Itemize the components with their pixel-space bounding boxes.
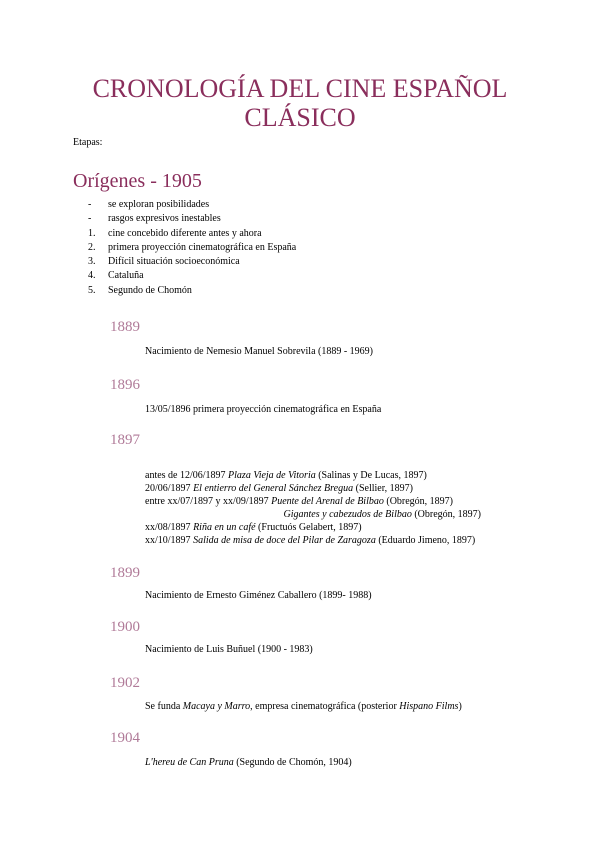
entry-text: , empresa cinematográfica (posterior [250,701,400,712]
year-heading-1899: 1899 [110,565,140,581]
list-marker: 1. [88,227,96,239]
stage-list [88,198,296,298]
list-text: Segundo de Chomón [108,284,192,296]
film-line [145,495,481,508]
list-item [88,241,296,255]
film-line [145,508,481,521]
film-date: xx/08/1897 [145,522,194,533]
year-heading-1904: 1904 [110,730,140,746]
film-title: Salida de misa de doce del Pilar de Zaragoza [193,535,376,546]
film-line [145,469,481,482]
page-title [60,74,540,132]
film-credit: (Eduardo Jimeno, 1897) [375,535,476,546]
timeline-entry-1900: Nacimiento de Luis Buñuel (1900 - 1983) [145,644,313,655]
film-date: 20/06/1897 [145,483,194,494]
list-text: se exploran posibilidades [108,199,210,210]
list-item [88,255,296,269]
list-item [88,198,296,212]
list-item [88,227,296,241]
film-credit: (Fructuós Gelabert, 1897) [255,522,362,533]
list-marker: 2. [88,241,96,253]
list-marker: 3. [88,256,96,268]
film-date: xx/10/1897 [145,535,194,546]
list-text: cine concebido diferente antes y ahora [108,227,262,239]
timeline-entry-1896: 13/05/1896 primera proyección cinematográfica en España [145,404,382,415]
year-heading-1889: 1889 [110,319,140,335]
list-text: primera proyección cinematográfica en España [108,241,297,253]
year-heading-1900: 1900 [110,619,140,635]
film-credit: (Sellier, 1897) [353,483,413,494]
title-line-2: CLÁSICO [244,103,356,132]
timeline-entry-1899: Nacimiento de Ernesto Giménez Caballero (1899- 1988) [145,590,372,601]
list-marker: - [88,213,92,225]
year-heading-1902: 1902 [110,675,140,691]
timeline-entry-1897 [145,469,481,547]
timeline-entry-1889: Nacimiento de Nemesio Manuel Sobrevila (1889 - 1969) [145,346,373,357]
company-name: Macaya y Marro [182,701,251,712]
timeline-entry-1904 [145,756,352,769]
film-title: Puente del Arenal de Bilbao [271,496,384,507]
film-credit: (Segundo de Chomón, 1904) [233,757,352,768]
title-line-1: CRONOLOGÍA DEL CINE ESPAÑOL [92,74,508,103]
entry-text: Se funda [145,701,183,712]
section-heading: Orígenes - 1905 [73,170,202,192]
film-title: Riña en un café [193,522,256,533]
list-marker: - [88,199,92,210]
company-name: Hispano Films [399,701,459,712]
year-heading-1896: 1896 [110,377,140,393]
etapas-label: Etapas: [73,137,103,148]
film-title: Gigantes y cabezudos de Bilbao [283,509,412,520]
list-text: rasgos expresivos inestables [108,213,221,225]
list-item [88,212,296,226]
film-line [145,534,481,547]
film-credit: (Obregón, 1897) [383,496,454,507]
list-text: Cataluña [108,270,144,282]
list-marker: 4. [88,270,96,282]
film-title: El entierro del General Sánchez Bregua [193,483,354,494]
entry-text: ) [458,701,462,712]
year-heading-1897: 1897 [110,432,140,448]
film-date: entre xx/07/1897 y xx/09/1897 [145,496,272,507]
film-line [145,521,481,534]
list-item [88,284,296,298]
list-text: Difícil situación socioeconómica [108,256,240,268]
list-item [88,269,296,283]
list-marker: 5. [88,284,96,296]
film-title: L'hereu de Can Pruna [145,757,234,768]
film-date: antes de 12/06/1897 [145,470,229,481]
film-credit: (Salinas y De Lucas, 1897) [315,470,427,481]
film-credit: (Obregón, 1897) [411,509,481,520]
film-title: Plaza Vieja de Vitoria [228,470,316,481]
film-line [145,482,481,495]
timeline-entry-1902 [145,700,462,713]
